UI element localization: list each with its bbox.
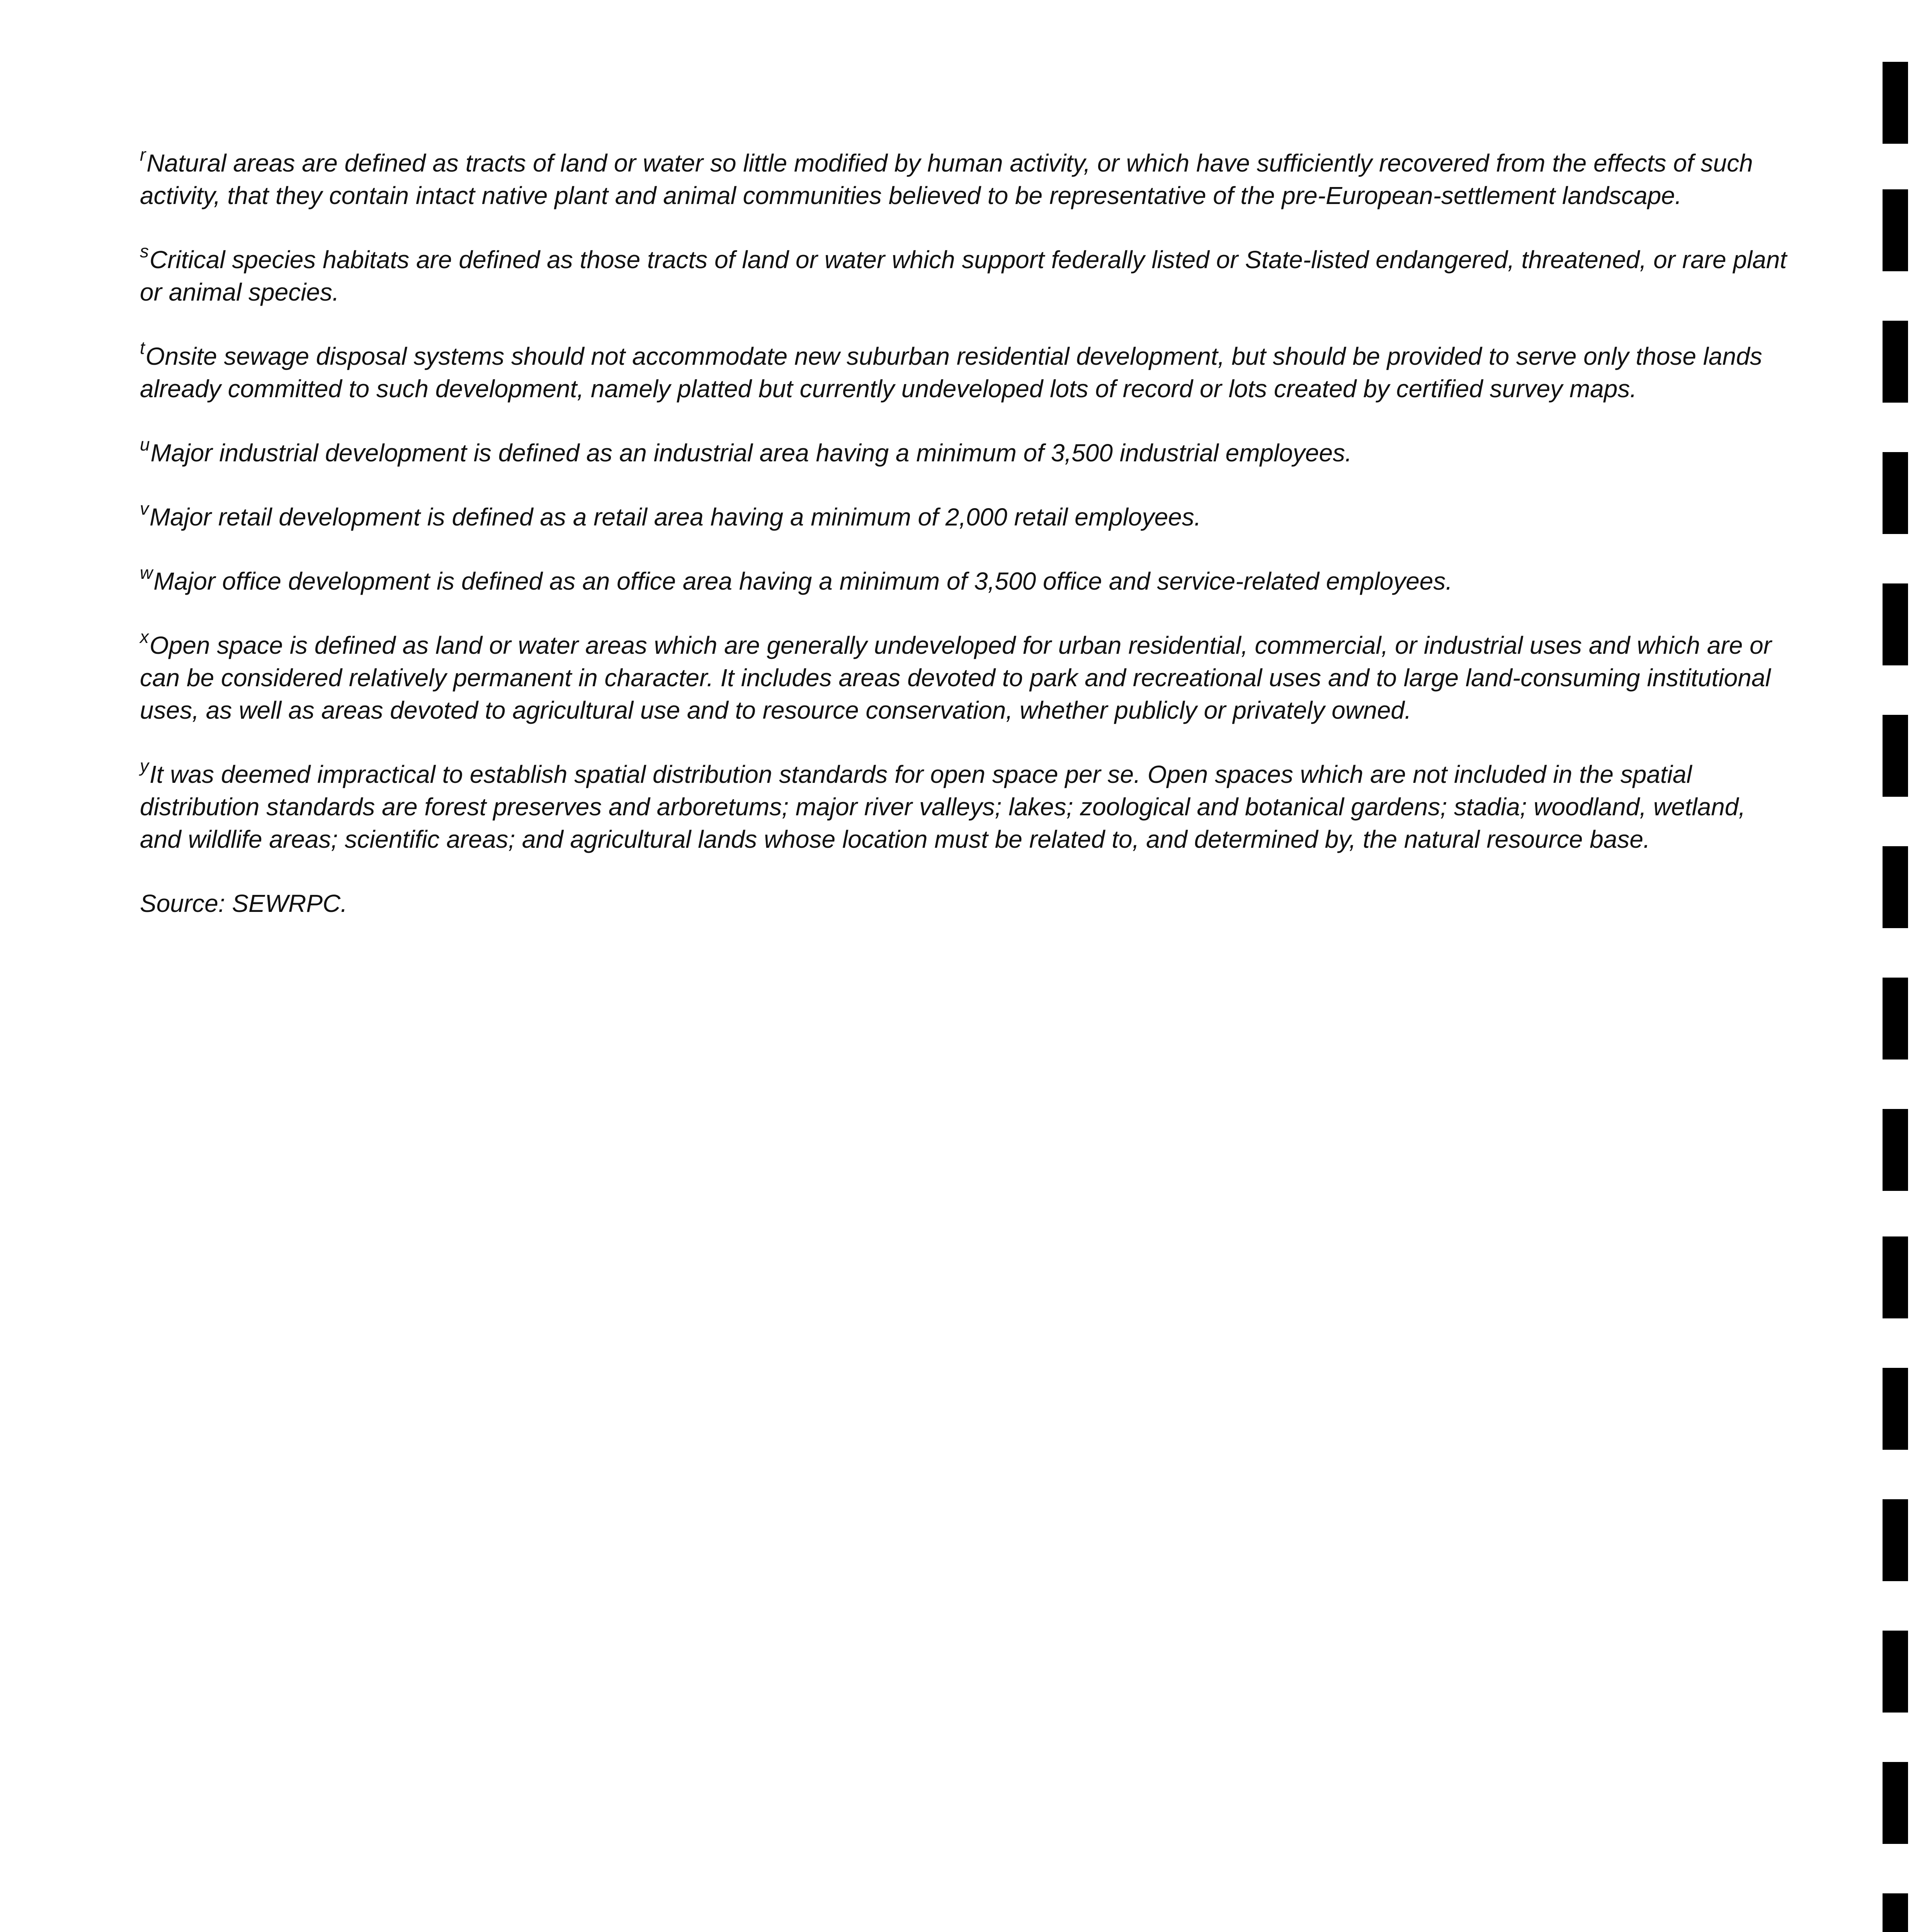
binding-mark bbox=[1883, 1236, 1908, 1318]
footnote-marker: w bbox=[140, 562, 153, 583]
binding-mark bbox=[1883, 1109, 1908, 1191]
binding-mark bbox=[1883, 715, 1908, 797]
footnote-x bbox=[140, 626, 1790, 726]
footnote-r bbox=[140, 144, 1790, 212]
binding-mark bbox=[1883, 1893, 1908, 1932]
binding-mark bbox=[1883, 1762, 1908, 1844]
binding-mark bbox=[1883, 62, 1908, 144]
footnote-text: Major retail development is defined as a retail area having a minimum of 2,000 retail employees. bbox=[150, 503, 1201, 531]
binding-mark bbox=[1883, 1499, 1908, 1581]
footnote-text: Natural areas are defined as tracts of land or water so little modified by human activity, or which have sufficiently recovered from the effects of such activity, that they contain intact native plant and animal communities believed to be representative of the pre-European-settlement landscape. bbox=[140, 149, 1753, 209]
footnote-t bbox=[140, 337, 1790, 405]
binding-mark bbox=[1883, 321, 1908, 403]
binding-mark bbox=[1883, 583, 1908, 665]
footnote-text: Major office development is defined as an office area having a minimum of 3,500 office and service-related employees. bbox=[153, 567, 1453, 595]
binding-mark bbox=[1883, 1631, 1908, 1713]
footnote-u bbox=[140, 434, 1790, 469]
binding-mark bbox=[1883, 189, 1908, 271]
footnote-marker: s bbox=[140, 241, 149, 261]
footnote-marker: y bbox=[140, 755, 149, 776]
binding-mark bbox=[1883, 978, 1908, 1060]
footnote-marker: r bbox=[140, 144, 146, 165]
source-note: Source: SEWRPC. bbox=[140, 889, 348, 917]
footnote-w bbox=[140, 562, 1790, 597]
footnote-text: Onsite sewage disposal systems should not accommodate new suburban residential development, but should be provided to serve only those lands already committed to such development, namely platted but currently undeveloped lots of record or lots created by certified survey maps. bbox=[140, 342, 1762, 403]
footnote-text: Major industrial development is defined as an industrial area having a minimum of 3,500 industrial employees. bbox=[150, 439, 1352, 467]
footnote-v bbox=[140, 498, 1790, 533]
footnote-marker: v bbox=[140, 498, 149, 519]
binding-mark bbox=[1883, 1368, 1908, 1450]
footnote-text: It was deemed impractical to establish spatial distribution standards for open space per se. Open spaces which are not included in the spatial distribution standards are forest preserves and arboretums; major river valleys; lakes; zoological and botanical gardens; stadia; woodland, wetland, and wildlife areas; scientific areas; and agricultural lands whose location must be related to, and determined by, the natural resource base. bbox=[140, 760, 1746, 853]
footnote-y bbox=[140, 755, 1790, 855]
footnotes-block bbox=[140, 144, 1790, 920]
footnote-text: Critical species habitats are defined as those tracts of land or water which support federally listed or State-listed endangered, threatened, or rare plant or animal species. bbox=[140, 246, 1787, 306]
footnote-marker: x bbox=[140, 626, 149, 647]
binding-mark bbox=[1883, 452, 1908, 534]
footnote-marker: u bbox=[140, 434, 150, 454]
footnote-marker: t bbox=[140, 337, 145, 358]
binding-mark bbox=[1883, 846, 1908, 928]
footnote-text: Open space is defined as land or water areas which are generally undeveloped for urban residential, commercial, or industrial uses and which are or can be considered relatively permanent in character. It includes areas devoted to park and recreational uses and to large land-consuming institutional uses, as well as areas devoted to agricultural use and to resource conservation, whether publicly or privately owned. bbox=[140, 631, 1772, 724]
footnote-s bbox=[140, 243, 1790, 308]
